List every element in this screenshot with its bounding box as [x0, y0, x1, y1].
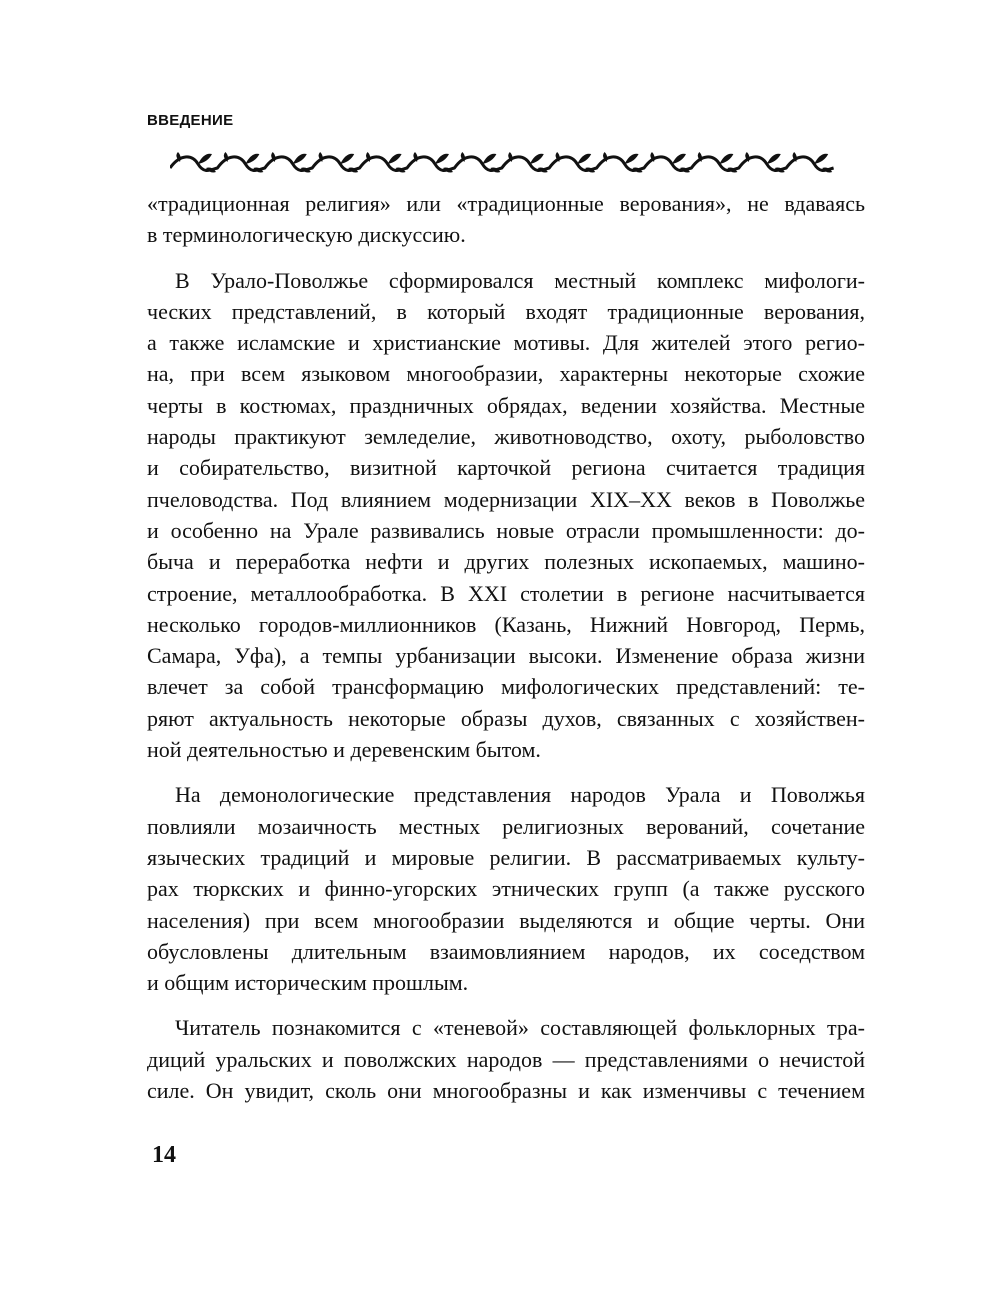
text-line: силе. Он увидит, сколь они многообразны и как изменчивы с течением [147, 1078, 865, 1104]
page-number: 14 [152, 1142, 176, 1168]
text-line: повлияли мозаичность местных религиозных верований, сочетание [147, 813, 865, 839]
text-line: ряют актуальность некоторые образы духов, связанных с хозяйствен- [147, 705, 865, 731]
text-line: влечет за собой трансформацию мифологических представлений: те- [147, 674, 865, 700]
text-line: языческих традиций и мировые религии. В рассматриваемых культу- [147, 844, 865, 870]
text-line: В Урало-Поволжье сформировался местный комплекс мифологи- [175, 267, 865, 293]
section-header: ВВЕДЕНИЕ [147, 112, 234, 129]
text-line: ческих представлений, в который входят традиционные верования, [147, 298, 865, 324]
paragraph [147, 1012, 865, 1106]
ornament-vine [170, 157, 834, 171]
text-line: в терминологическую дискуссию. [147, 222, 466, 248]
text-line: обусловлены длительным взаимовлиянием народов, их соседством [147, 938, 865, 964]
text-line: на, при всем языковом многообразии, характерны некоторые схожие [147, 361, 865, 387]
text-line: На демонологические представления народов Урала и Поволжья [175, 782, 865, 808]
text-line: рах тюркских и финно-угорских этнических групп (а также русского [147, 876, 865, 902]
ornament-divider-icon [170, 148, 834, 176]
text-line: ной деятельностью и деревенским бытом. [147, 737, 541, 763]
text-line: а также исламские и христианские мотивы. Для жителей этого регио- [147, 330, 865, 356]
paragraph [147, 188, 865, 251]
text-line: и особенно на Урале развивались новые отрасли промышленности: до- [147, 517, 865, 543]
text-line: быча и переработка нефти и других полезных ископаемых, машино- [147, 549, 865, 575]
text-line: и общим историческим прошлым. [147, 970, 469, 996]
text-line: Самара, Уфа), а темпы урбанизации высоки. Изменение образа жизни [147, 643, 865, 669]
text-line: диций уральских и поволжских народов — представлениями о нечистой [147, 1046, 865, 1072]
paragraph [147, 779, 865, 998]
body-text [147, 188, 865, 1120]
text-line: черты в костюмах, праздничных обрядах, ведении хозяйства. Местные [147, 392, 865, 418]
text-line: народы практикуют земледелие, животноводство, охоту, рыболовство [147, 424, 865, 450]
text-line: пчеловодства. Под влиянием модернизации XIX–XX веков в Поволжье [147, 486, 865, 512]
text-line: и собирательство, визитной карточкой региона считается традиция [147, 455, 865, 481]
text-line: «традиционная религия» или «традиционные верования», не вдаваясь [147, 191, 865, 216]
text-line: строение, металлообработка. В XXI столетии в регионе насчитывается [147, 580, 865, 606]
paragraph [147, 265, 865, 766]
text-line: несколько городов-миллионников (Казань, Нижний Новгород, Пермь, [147, 611, 865, 637]
text-line: Читатель познакомится с «теневой» составляющей фольклорных тра- [175, 1015, 865, 1041]
text-line: населения) при всем многообразии выделяются и общие черты. Они [147, 907, 865, 933]
